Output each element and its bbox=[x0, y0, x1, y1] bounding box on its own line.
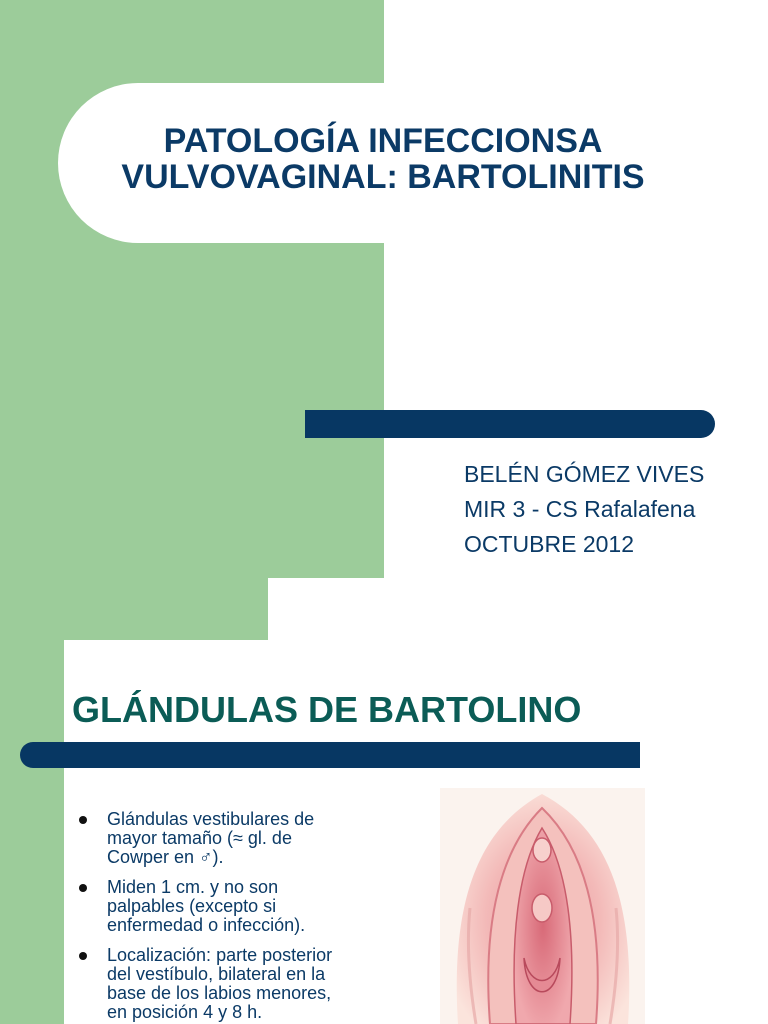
author-block bbox=[464, 457, 704, 562]
decorative-bar bbox=[20, 742, 640, 768]
bullet-line: Cowper en ♂). bbox=[107, 847, 224, 867]
list-item bbox=[78, 946, 388, 1022]
bullet-icon bbox=[79, 816, 87, 824]
bullet-line: del vestíbulo, bilateral en la bbox=[107, 964, 326, 984]
bullet-line: Glándulas vestibulares de bbox=[107, 809, 315, 829]
bullet-line: en posición 4 y 8 h. bbox=[107, 1002, 263, 1022]
list-item bbox=[78, 878, 388, 935]
title-line-2: VULVOVAGINAL: BARTOLINITIS bbox=[121, 158, 645, 196]
bullet-icon bbox=[79, 952, 87, 960]
bullet-icon bbox=[79, 884, 87, 892]
bullet-line: base de los labios menores, bbox=[107, 983, 332, 1003]
green-side-stripe bbox=[0, 578, 64, 1024]
content-slide bbox=[0, 578, 768, 1024]
author-name: BELÉN GÓMEZ VIVES bbox=[464, 461, 705, 487]
bullet-line: Localización: parte posterior bbox=[107, 945, 333, 965]
bullet-line: palpables (excepto si bbox=[107, 896, 277, 916]
decorative-bar bbox=[305, 410, 715, 438]
list-item bbox=[78, 810, 388, 867]
slide-title: GLÁNDULAS DE BARTOLINO bbox=[72, 689, 582, 730]
bullet-line: Miden 1 cm. y no son bbox=[107, 877, 279, 897]
bullet-line: mayor tamaño (≈ gl. de bbox=[107, 828, 292, 848]
title-line-1: PATOLOGÍA INFECCIONSA bbox=[163, 122, 603, 160]
anatomical-illustration-icon bbox=[440, 788, 645, 1024]
bullet-list bbox=[78, 810, 388, 1024]
author-position: MIR 3 - CS Rafalafena bbox=[464, 496, 696, 522]
presentation-date: OCTUBRE 2012 bbox=[464, 531, 635, 557]
bullet-line: enfermedad o infección). bbox=[107, 915, 306, 935]
presentation-title bbox=[58, 123, 708, 195]
